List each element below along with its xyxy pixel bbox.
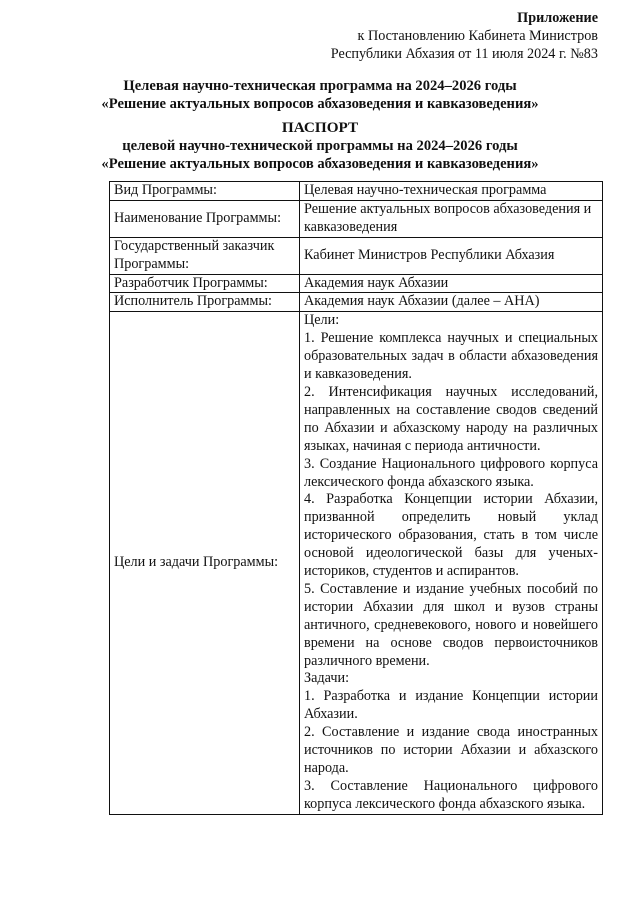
row-value: Академия наук Абхазии (далее – АНА) bbox=[300, 293, 603, 312]
program-title bbox=[40, 77, 600, 113]
goals-content bbox=[300, 312, 603, 814]
appendix-decree-line: к Постановлению Кабинета Министров bbox=[357, 27, 598, 44]
program-title-line1: Целевая научно-техническая программа на 2024–2026 годы bbox=[123, 78, 517, 94]
goal-item-1: 1. Решение комплекса научных и специальных образовательных задач в области абхазоведения и кавказоведения. bbox=[304, 330, 598, 383]
row-label: Наименование Программы: bbox=[110, 200, 300, 237]
row-label: Государственный заказчик Программы: bbox=[110, 237, 300, 274]
goal-item-4: 4. Разработка Концепции истории Абхазии, призванной определить новый уклад исторического образования, стать в том числе основой идеологической базы для ученых-историков, студентов и аспирантов. bbox=[304, 491, 598, 580]
passport-table bbox=[109, 181, 603, 815]
appendix-header bbox=[331, 10, 598, 63]
goal-item-5: 5. Составление и издание учебных пособий по истории Абхазии для школ и вузов страны античного, средневекового, нового и новейшего времени на основе сводов первоисточников различного времени. bbox=[304, 580, 598, 669]
table-row bbox=[110, 293, 603, 312]
row-value: Академия наук Абхазии bbox=[300, 274, 603, 293]
task-item-1: 1. Разработка и издание Концепции истории Абхазии. bbox=[304, 688, 598, 723]
table-row bbox=[110, 274, 603, 293]
row-value: Кабинет Министров Республики Абхазия bbox=[300, 237, 603, 274]
passport-subtitle-line1: целевой научно-технической программы на 2024–2026 годы bbox=[122, 138, 518, 154]
appendix-date-line: Республики Абхазия от 11 июля 2024 г. №83 bbox=[330, 45, 598, 62]
goals-label: Цели и задачи Программы: bbox=[110, 312, 300, 814]
passport-heading-block bbox=[40, 119, 600, 173]
row-value: Решение актуальных вопросов абхазоведения и кавказоведения bbox=[300, 200, 603, 237]
task-item-2: 2. Составление и издание свода иностранных источников по истории Абхазии и абхазского народа. bbox=[304, 724, 598, 776]
row-label: Исполнитель Программы: bbox=[110, 293, 300, 312]
table-row bbox=[110, 200, 603, 237]
table-row bbox=[110, 237, 603, 274]
row-label: Разработчик Программы: bbox=[110, 274, 300, 293]
appendix-title: Приложение bbox=[517, 10, 598, 26]
goal-item-3: 3. Создание Национального цифрового корпуса лексического фонда абхазского языка. bbox=[304, 455, 598, 490]
goal-item-2: 2. Интенсификация научных исследований, направленных на составление сводов сведений по Абхазии и абхазскому народу на различных языках, начиная с периода античности. bbox=[304, 383, 598, 454]
row-value: Целевая научно-техническая программа bbox=[300, 182, 603, 201]
table-row bbox=[110, 182, 603, 201]
task-item-3: 3. Составление Национального цифрового корпуса лексического фонда абхазского языка. bbox=[304, 777, 598, 812]
table-row-goals bbox=[110, 312, 603, 814]
passport-subtitle-line2: «Решение актуальных вопросов абхазоведения и кавказоведения» bbox=[101, 156, 539, 172]
program-title-line2: «Решение актуальных вопросов абхазоведения и кавказоведения» bbox=[101, 96, 539, 112]
passport-heading: ПАСПОРТ bbox=[281, 119, 359, 136]
row-label: Вид Программы: bbox=[110, 182, 300, 201]
goals-heading: Цели: bbox=[304, 312, 340, 329]
tasks-heading: Задачи: bbox=[304, 670, 350, 687]
